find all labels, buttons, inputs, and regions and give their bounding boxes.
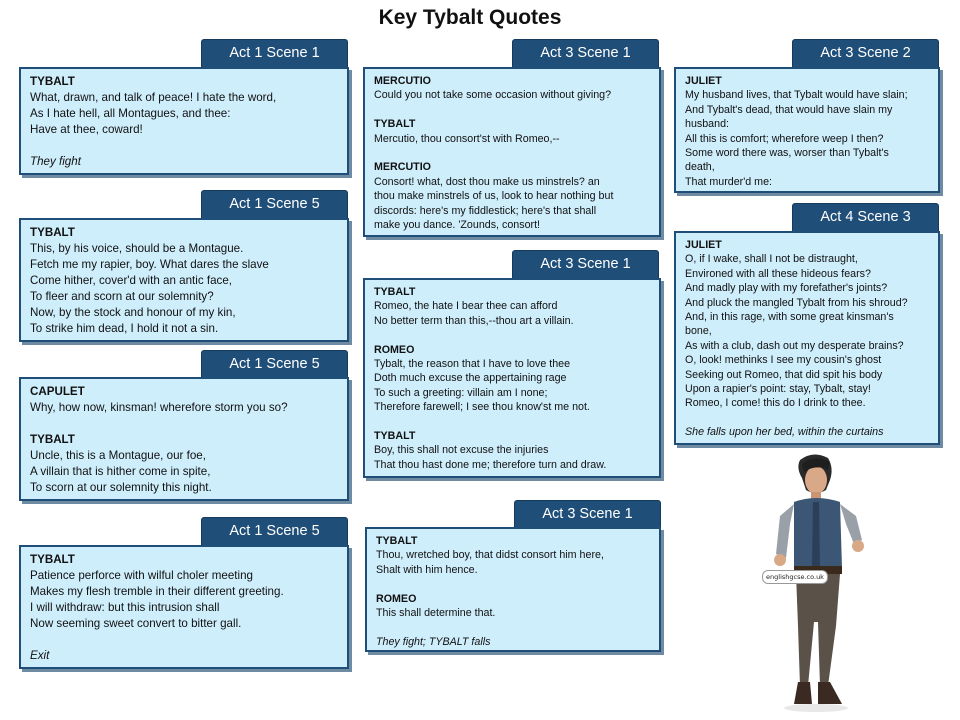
block-spacer — [376, 620, 650, 634]
block-spacer — [30, 632, 338, 648]
quote-card — [363, 67, 661, 237]
block-spacer — [685, 411, 929, 425]
quote-line: Now, by the stock and honour of my kin, — [30, 306, 236, 319]
speaker-name: ROMEO — [376, 592, 417, 605]
scene-tab: Act 3 Scene 1 — [514, 500, 661, 529]
quote-line: Makes my flesh tremble in their different greeting. — [30, 585, 284, 598]
quote-line: Doth much excuse the appertaining rage — [374, 372, 567, 385]
quote-line: To strike him dead, I hold it not a sin. — [30, 322, 219, 335]
quote-line: This, by his voice, should be a Montague. — [30, 242, 244, 255]
block-spacer — [374, 146, 650, 160]
quote-line: No better term than this,--thou art a villain. — [374, 314, 574, 327]
quote-line: Shalt with him hence. — [376, 563, 478, 576]
quote-line: Romeo, I come! this do I drink to thee. — [685, 397, 866, 410]
quote-line: Could you not take some occasion without giving? — [374, 89, 612, 102]
speaker-name: TYBALT — [30, 553, 75, 566]
speaker-name: JULIET — [685, 75, 722, 87]
speaker-name: TYBALT — [374, 286, 416, 298]
speaker-name: JULIET — [685, 239, 722, 251]
scene-tab: Act 3 Scene 1 — [512, 250, 659, 279]
stage-direction: Exit — [30, 649, 50, 662]
quote-card — [19, 545, 349, 669]
quote-line: That thou hast done me; therefore turn and draw. — [374, 458, 607, 471]
quote-line: As I hate hell, all Montagues, and thee: — [30, 107, 231, 120]
block-spacer — [376, 577, 650, 591]
speaker-name: TYBALT — [376, 535, 418, 547]
quote-card — [674, 67, 940, 193]
quote-line: bone, — [685, 325, 712, 338]
stage-direction: She falls upon her bed, within the curtains — [685, 426, 884, 439]
speaker-name: TYBALT — [30, 75, 75, 88]
quote-line: A villain that is hither come in spite, — [30, 465, 211, 478]
quote-line: Environed with all these hideous fears? — [685, 267, 871, 280]
quote-line: Boy, this shall not excuse the injuries — [374, 444, 549, 457]
publisher-logo-badge: englishgcse.co.uk — [762, 570, 828, 584]
page-title: Key Tybalt Quotes — [378, 6, 562, 29]
quote-line: And Tybalt's dead, that would have slain my — [685, 103, 893, 116]
quote-card — [674, 231, 940, 445]
speaker-name: CAPULET — [30, 385, 85, 398]
speaker-name: TYBALT — [374, 430, 416, 443]
quote-line: Seeking out Romeo, that did spit his body — [685, 368, 883, 381]
quote-line: Fetch me my rapier, boy. What dares the slave — [30, 258, 269, 271]
quote-line: To fleer and scorn at our solemnity? — [30, 290, 214, 303]
stage-direction: They fight; TYBALT falls — [376, 635, 491, 648]
quote-line: thou make minstrels of us, look to hear nothing but — [374, 190, 614, 203]
quote-line: To scorn at our solemnity this night. — [30, 481, 212, 494]
speaker-name: MERCUTIO — [374, 161, 431, 174]
speaker-name: TYBALT — [30, 226, 75, 239]
stage-direction: They fight — [30, 155, 81, 168]
quote-line: Come hither, cover'd with an antic face, — [30, 274, 232, 287]
quote-line: Thou, wretched boy, that didst consort him here, — [376, 549, 604, 562]
quote-line: What, drawn, and talk of peace! I hate the word, — [30, 91, 277, 104]
speaker-name: TYBALT — [30, 433, 75, 446]
quote-line: And, in this rage, with some great kinsman's — [685, 311, 894, 324]
scene-tab: Act 1 Scene 5 — [201, 190, 348, 219]
quote-line: Uncle, this is a Montague, our foe, — [30, 449, 206, 462]
quote-card — [19, 67, 349, 175]
block-spacer — [30, 416, 338, 432]
block-spacer — [30, 138, 338, 154]
quote-line: Why, how now, kinsman! wherefore storm you so? — [30, 401, 288, 414]
quote-line: Consort! what, dost thou make us minstrels? an — [374, 175, 600, 188]
quote-line: Romeo, the hate I bear thee can afford — [374, 300, 558, 313]
quote-line: make you dance. 'Zounds, consort! — [374, 219, 541, 232]
quote-line: Now seeming sweet convert to bitter gall. — [30, 617, 242, 630]
quote-line: To such a greeting: villain am I none; — [374, 386, 548, 399]
speaker-name: MERCUTIO — [374, 75, 431, 87]
scene-tab: Act 1 Scene 1 — [201, 39, 348, 68]
quote-line: And madly play with my forefather's joints? — [685, 282, 888, 295]
quote-line: death, — [685, 161, 715, 174]
quote-card — [365, 527, 661, 652]
quote-line: husband: — [685, 118, 729, 131]
quote-line: And pluck the mangled Tybalt from his shroud? — [685, 296, 908, 309]
quote-line: Mercutio, thou consort'st with Romeo,-- — [374, 132, 560, 145]
speaker-name: ROMEO — [374, 343, 415, 356]
quote-line: Upon a rapier's point: stay, Tybalt, stay! — [685, 383, 871, 396]
quote-line: Therefore farewell; I see thou know'st me not. — [374, 401, 590, 414]
quote-line: discords: here's my fiddlestick; here's that shall — [374, 204, 597, 217]
scene-tab: Act 1 Scene 5 — [201, 517, 348, 546]
speaker-name: TYBALT — [374, 118, 416, 131]
quote-line: O, if I wake, shall I not be distraught, — [685, 253, 858, 266]
scene-tab: Act 3 Scene 2 — [792, 39, 939, 68]
quote-line: As with a club, dash out my desperate brains? — [685, 339, 904, 352]
block-spacer — [374, 103, 650, 117]
quote-line: That murder'd me: — [685, 175, 772, 188]
quote-card — [19, 218, 349, 342]
scene-tab: Act 3 Scene 1 — [512, 39, 659, 68]
block-spacer — [374, 415, 650, 429]
quote-line: O, look! methinks I see my cousin's ghost — [685, 354, 882, 367]
scene-tab: Act 4 Scene 3 — [792, 203, 939, 232]
scene-tab: Act 1 Scene 5 — [201, 350, 348, 379]
quote-card — [363, 278, 661, 478]
quote-card — [19, 377, 349, 501]
quote-line: This shall determine that. — [376, 607, 496, 620]
quote-line: Some word there was, worser than Tybalt's — [685, 147, 889, 160]
quote-line: All this is comfort; wherefore weep I then? — [685, 132, 884, 145]
quote-line: Patience perforce with wilful choler meeting — [30, 569, 253, 582]
quote-line: Have at thee, coward! — [30, 123, 143, 136]
quote-line: My husband lives, that Tybalt would have slain; — [685, 89, 908, 102]
block-spacer — [374, 328, 650, 342]
quote-line: I will withdraw: but this intrusion shall — [30, 601, 220, 614]
quote-line: Tybalt, the reason that I have to love thee — [374, 358, 571, 371]
